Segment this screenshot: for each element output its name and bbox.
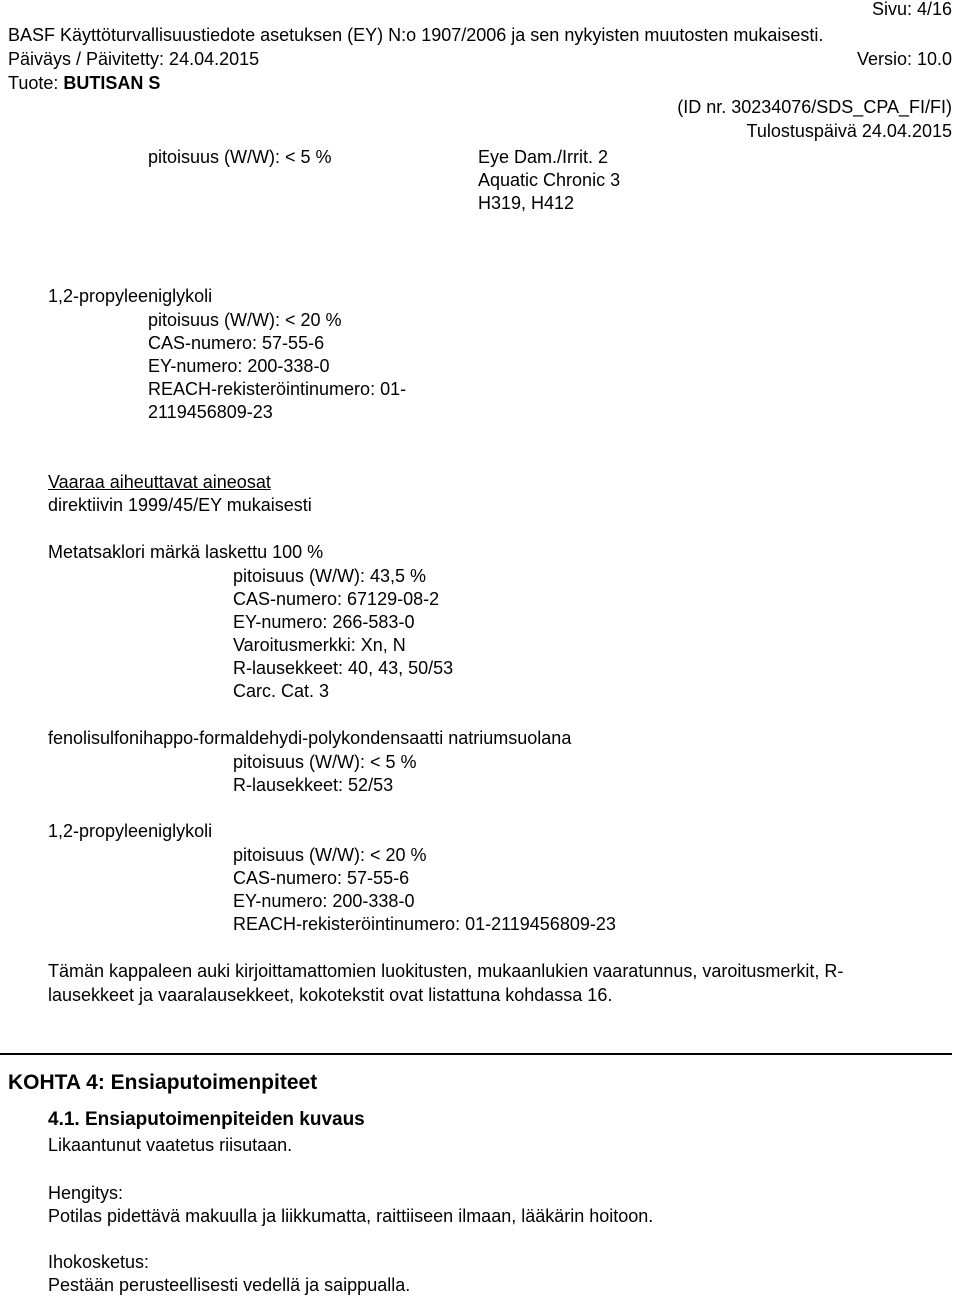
inhalation-label: Hengitys: bbox=[48, 1183, 124, 1203]
section-divider bbox=[0, 1053, 952, 1055]
metazachlor-line: pitoisuus (W/W): 43,5 % bbox=[233, 566, 427, 586]
propylene-1-name: 1,2-propyleeniglykoli bbox=[48, 286, 213, 306]
propylene-2-line: CAS-numero: 57-55-6 bbox=[233, 868, 410, 888]
metazachlor-line: R-lausekkeet: 40, 43, 50/53 bbox=[233, 658, 454, 678]
top-entry-class-2: Aquatic Chronic 3 bbox=[478, 170, 621, 190]
section-4-title: KOHTA 4: Ensiaputoimenpiteet bbox=[8, 1071, 318, 1094]
inhalation-text: Potilas pidettävä makuulla ja liikkumatta, raittiiseen ilmaan, lääkärin hoitoon. bbox=[48, 1206, 654, 1226]
metazachlor-line: Carc. Cat. 3 bbox=[233, 681, 330, 701]
phenolsulfonic-name: fenolisulfonihappo-formaldehydi-polykondensaatti natriumsuolana bbox=[48, 728, 572, 748]
metazachlor-name: Metatsaklori märkä laskettu 100 % bbox=[48, 542, 324, 562]
top-entry-content: pitoisuus (W/W): < 5 % bbox=[148, 147, 332, 167]
section-4-1-text: Likaantunut vaatetus riisutaan. bbox=[48, 1135, 293, 1155]
skin-contact-label: Ihokosketus: bbox=[48, 1252, 150, 1272]
metazachlor-line: EY-numero: 266-583-0 bbox=[233, 612, 415, 632]
propylene-2-name: 1,2-propyleeniglykoli bbox=[48, 821, 213, 841]
print-date: Tulostuspäivä 24.04.2015 bbox=[746, 121, 952, 141]
version: Versio: 10.0 bbox=[856, 49, 952, 69]
phenolsulfonic-line: R-lausekkeet: 52/53 bbox=[233, 775, 394, 795]
metazachlor-line: Varoitusmerkki: Xn, N bbox=[233, 635, 406, 655]
top-entry-class-3: H319, H412 bbox=[478, 193, 575, 213]
phenolsulfonic-line: pitoisuus (W/W): < 5 % bbox=[233, 752, 417, 772]
hazard-heading-subtitle: direktiivin 1999/45/EY mukaisesti bbox=[48, 495, 312, 515]
product-name: BUTISAN S bbox=[63, 73, 161, 93]
hazard-heading-title: Vaaraa aiheuttavat aineosat bbox=[48, 472, 271, 492]
section-4-1-title: 4.1. Ensiaputoimenpiteiden kuvaus bbox=[48, 1109, 365, 1130]
propylene-2-line: REACH-rekisteröintinumero: 01-2119456809-23 bbox=[233, 914, 616, 934]
propylene-1-line: EY-numero: 200-338-0 bbox=[148, 356, 330, 376]
page-number: Sivu: 4/16 bbox=[871, 0, 952, 19]
document-id: (ID nr. 30234076/SDS_CPA_FI/FI) bbox=[677, 97, 952, 117]
product-label: Tuote: bbox=[8, 73, 64, 93]
regulation-line: BASF Käyttöturvallisuustiedote asetuksen (EY) N:o 1907/2006 ja sen nykyisten muutosten mukaisesti. bbox=[8, 25, 824, 45]
metazachlor-line: CAS-numero: 67129-08-2 bbox=[233, 589, 440, 609]
propylene-1-line: CAS-numero: 57-55-6 bbox=[148, 333, 325, 353]
propylene-1-line: 2119456809-23 bbox=[148, 402, 273, 422]
propylene-2-line: EY-numero: 200-338-0 bbox=[233, 891, 415, 911]
propylene-1-line: REACH-rekisteröintinumero: 01- bbox=[148, 379, 407, 399]
classification-note-line: Tämän kappaleen auki kirjoittamattomien luokitusten, mukaanlukien vaaratunnus, varoitusmerkit, R- bbox=[48, 961, 844, 981]
propylene-1-line: pitoisuus (W/W): < 20 % bbox=[148, 310, 342, 330]
skin-contact-text: Pestään perusteellisesti vedellä ja saippualla. bbox=[48, 1275, 411, 1295]
revision-date: Päiväys / Päivitetty: 24.04.2015 bbox=[8, 49, 260, 69]
product-line bbox=[8, 72, 160, 94]
propylene-2-line: pitoisuus (W/W): < 20 % bbox=[233, 845, 427, 865]
classification-note-line: lausekkeet ja vaaralausekkeet, kokotekstit ovat listattuna kohdassa 16. bbox=[48, 985, 613, 1005]
top-entry-class-1: Eye Dam./Irrit. 2 bbox=[478, 147, 609, 167]
